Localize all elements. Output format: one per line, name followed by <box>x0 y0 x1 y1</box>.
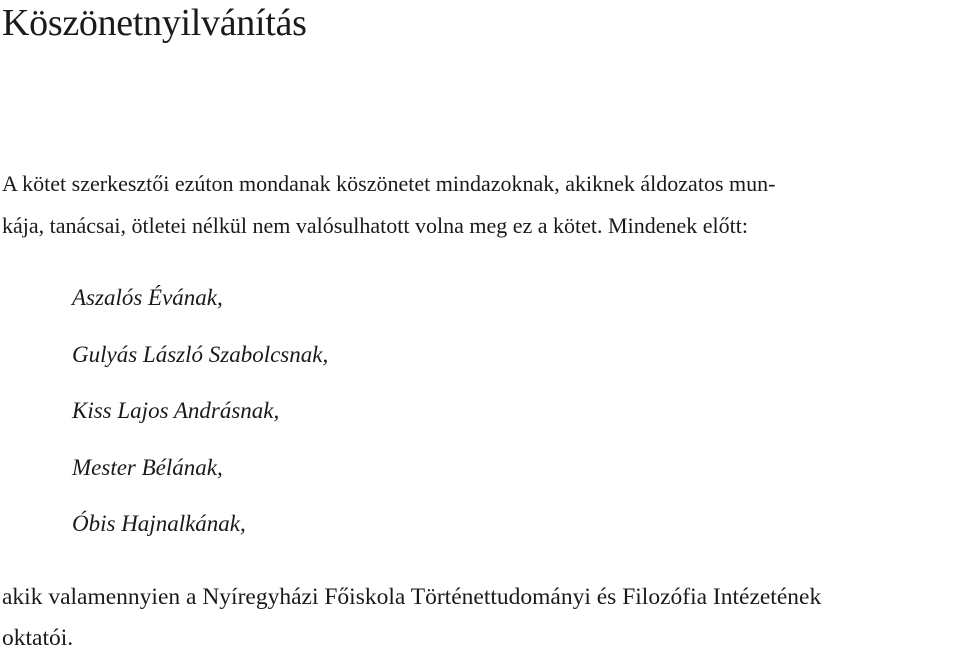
name-item: Gulyás László Szabolcsnak, <box>72 341 329 367</box>
closing-paragraph-line-1: akik valamennyien a Nyíregyházi Főiskola Történettudományi és Filozófia Intézetének <box>2 584 822 610</box>
intro-paragraph-line-1: A kötet szerkesztői ezúton mondanak köszönetet mindazoknak, akiknek áldozatos mun- <box>2 171 776 196</box>
closing-paragraph-line-2: oktatói. <box>2 625 74 651</box>
name-item: Óbis Hajnalkának, <box>72 511 246 536</box>
page-title: Köszönetnyilvánítás <box>2 2 307 44</box>
name-item: Mester Bélának, <box>72 454 223 480</box>
acknowledged-names-list <box>72 284 328 567</box>
name-item: Aszalós Évának, <box>72 285 223 310</box>
intro-paragraph-line-2: kája, tanácsai, ötletei nélkül nem valósulhatott volna meg ez a kötet. Mindenek előtt: <box>2 213 748 238</box>
name-item: Kiss Lajos Andrásnak, <box>72 398 280 423</box>
